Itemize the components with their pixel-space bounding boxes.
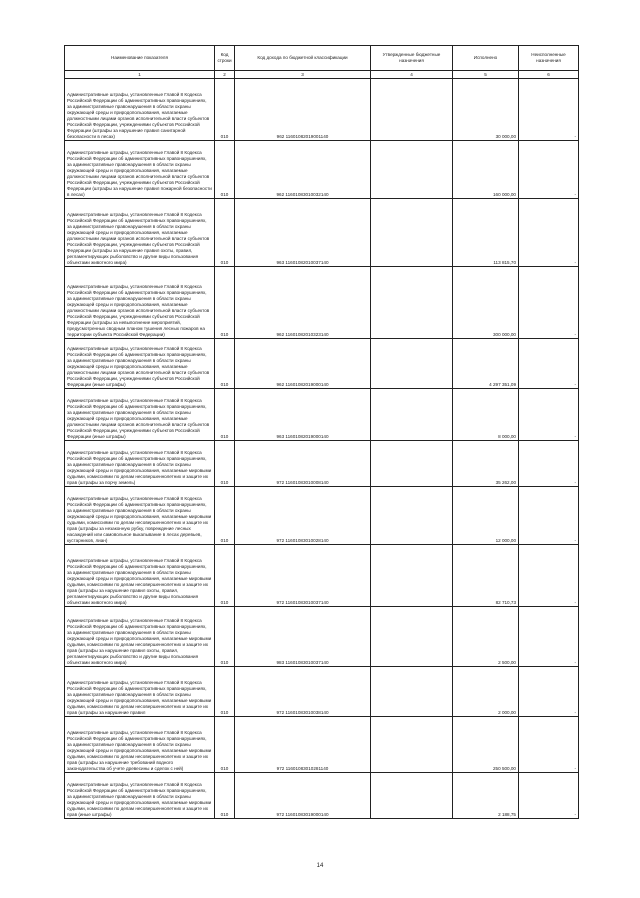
approved-amount xyxy=(371,773,453,819)
table-row xyxy=(65,441,579,487)
line-code: 010 xyxy=(215,339,235,389)
column-number: 2 xyxy=(215,71,235,79)
table-body xyxy=(65,79,579,819)
executed-amount: 300 000,00 xyxy=(453,267,519,339)
income-code: 972 11601083010028140 xyxy=(235,487,371,545)
income-code: 962 11601083010032140 xyxy=(235,141,371,199)
income-code: 972 11601083010038140 xyxy=(235,667,371,717)
approved-amount xyxy=(371,441,453,487)
executed-amount: 35 262,00 xyxy=(453,441,519,487)
income-code: 962 11601082019001140 xyxy=(235,79,371,141)
executed-amount: 160 000,00 xyxy=(453,141,519,199)
line-code: 010 xyxy=(215,773,235,819)
table-row xyxy=(65,545,579,607)
unexecuted-amount: - xyxy=(519,667,579,717)
income-code: 962 11601082019000140 xyxy=(235,339,371,389)
table-row xyxy=(65,389,579,441)
unexecuted-amount: - xyxy=(519,717,579,773)
income-code: 983 11601083010037140 xyxy=(235,607,371,667)
unexecuted-amount: - xyxy=(519,773,579,819)
header-approved: Утвержденные бюджетные назначения xyxy=(371,46,453,71)
table-row xyxy=(65,773,579,819)
approved-amount xyxy=(371,141,453,199)
header-line-code: Код строки xyxy=(215,46,235,71)
executed-amount: 12 000,00 xyxy=(453,487,519,545)
column-number-row xyxy=(65,71,579,79)
indicator-name: Административные штрафы, установленные Главой 8 Кодекса Российской Федерации об административных правонарушениях, за административные правонарушения в области охраны окружающей среды и природопользования, налагаемые должностными лицами органов исполнительной власти субъектов Российской Федерации, учреждениями субъектов Российской Федерации (штрафы за нарушение правил пожарной безопасности в лесах) xyxy=(65,141,215,199)
executed-amount: 250 500,00 xyxy=(453,717,519,773)
line-code: 010 xyxy=(215,667,235,717)
income-code: 963 11601082019000140 xyxy=(235,389,371,441)
approved-amount xyxy=(371,339,453,389)
line-code: 010 xyxy=(215,79,235,141)
page-number: 14 xyxy=(316,863,324,869)
table-row xyxy=(65,141,579,199)
executed-amount: 8 000,00 xyxy=(453,389,519,441)
indicator-name: Административные штрафы, установленные Главой 8 Кодекса Российской Федерации об административных правонарушениях, за административные правонарушения в области охраны окружающей среды и природопользования, налагаемые мировыми судьями, комиссиями по делам несовершеннолетних и защите их прав (штрафы за нарушение правил охоты, правил, регламентирующих рыболовство и другие виды пользования объектами животного мира) xyxy=(65,607,215,667)
header-indicator-name: Наименование показателя xyxy=(65,46,215,71)
line-code: 010 xyxy=(215,545,235,607)
indicator-name: Административные штрафы, установленные Главой 8 Кодекса Российской Федерации об административных правонарушениях, за административные правонарушения в области охраны окружающей среды и природопользования, налагаемые мировыми судьями, комиссиями по делам несовершеннолетних и защите их прав (штрафы за нарушение правил xyxy=(65,667,215,717)
executed-amount: 2 000,00 xyxy=(453,667,519,717)
indicator-name: Административные штрафы, установленные Главой 8 Кодекса Российской Федерации об административных правонарушениях, за административные правонарушения в области охраны окружающей среды и природопользования, налагаемые должностными лицами органов исполнительной власти субъектов Российской Федерации, учреждениями субъектов Российской Федерации (иные штрафы) xyxy=(65,339,215,389)
budget-execution-table xyxy=(64,45,579,819)
unexecuted-amount: - xyxy=(519,141,579,199)
unexecuted-amount: - xyxy=(519,607,579,667)
approved-amount xyxy=(371,487,453,545)
income-code: 962 11601082010323140 xyxy=(235,267,371,339)
income-code: 972 11601083010037140 xyxy=(235,545,371,607)
unexecuted-amount: - xyxy=(519,389,579,441)
unexecuted-amount: - xyxy=(519,339,579,389)
executed-amount: 2 188,75 xyxy=(453,773,519,819)
column-number: 1 xyxy=(65,71,215,79)
executed-amount: 4 297 351,09 xyxy=(453,339,519,389)
executed-amount: 30 000,00 xyxy=(453,79,519,141)
approved-amount xyxy=(371,267,453,339)
table-row xyxy=(65,717,579,773)
indicator-name: Административные штрафы, установленные Главой 8 Кодекса Российской Федерации об административных правонарушениях, за административные правонарушения в области охраны окружающей среды и природопользования, налагаемые мировыми судьями, комиссиями по делам несовершеннолетних и защите их прав (иные штрафы) xyxy=(65,773,215,819)
line-code: 010 xyxy=(215,717,235,773)
line-code: 010 xyxy=(215,487,235,545)
line-code: 010 xyxy=(215,389,235,441)
table-header-row xyxy=(65,46,579,71)
column-number: 5 xyxy=(453,71,519,79)
income-code: 972 11601083019000140 xyxy=(235,773,371,819)
column-number: 4 xyxy=(371,71,453,79)
table-row xyxy=(65,607,579,667)
table-row xyxy=(65,667,579,717)
executed-amount: 113 815,70 xyxy=(453,199,519,267)
unexecuted-amount: - xyxy=(519,487,579,545)
table-row xyxy=(65,487,579,545)
unexecuted-amount: - xyxy=(519,79,579,141)
table-row xyxy=(65,267,579,339)
unexecuted-amount: - xyxy=(519,545,579,607)
table-row xyxy=(65,339,579,389)
line-code: 010 xyxy=(215,199,235,267)
indicator-name: Административные штрафы, установленные Главой 8 Кодекса Российской Федерации об административных правонарушениях, за административные правонарушения в области охраны окружающей среды и природопользования, налагаемые мировыми судьями, комиссиями по делам несовершеннолетних и защите их прав (штрафы за нарушение требований водного законодательства об учете древесины и сделок с ней) xyxy=(65,717,215,773)
column-number: 3 xyxy=(235,71,371,79)
line-code: 010 xyxy=(215,267,235,339)
indicator-name: Административные штрафы, установленные Главой 8 Кодекса Российской Федерации об административных правонарушениях, за административные правонарушения в области охраны окружающей среды и природопользования, налагаемые должностными лицами органов исполнительной власти субъектов Российской Федерации, учреждениями субъектов Российской Федерации (иные штрафы) xyxy=(65,389,215,441)
indicator-name: Административные штрафы, установленные Главой 8 Кодекса Российской Федерации об административных правонарушениях, за административные правонарушения в области охраны окружающей среды и природопользования, налагаемые мировыми судьями, комиссиями по делам несовершеннолетних и защите их прав (штрафы за нарушение правил охоты, правил, регламентирующих рыболовство и другие виды пользования объектами животного мира) xyxy=(65,545,215,607)
unexecuted-amount: - xyxy=(519,441,579,487)
header-unexecuted: Неисполненные назначения xyxy=(519,46,579,71)
approved-amount xyxy=(371,607,453,667)
approved-amount xyxy=(371,717,453,773)
income-code: 972 11601083010008140 xyxy=(235,441,371,487)
indicator-name: Административные штрафы, установленные Главой 8 Кодекса Российской Федерации об административных правонарушениях, за административные правонарушения в области охраны окружающей среды и природопользования, налагаемые должностными лицами органов исполнительной власти субъектов Российской Федерации, учреждениями субъектов Российской Федерации (штрафы за нарушение правил охоты, правил, регламентирующих рыболовство и другие виды пользования объектами животного мира) xyxy=(65,199,215,267)
table-row xyxy=(65,79,579,141)
approved-amount xyxy=(371,79,453,141)
header-executed: Исполнено xyxy=(453,46,519,71)
indicator-name: Административные штрафы, установленные Главой 8 Кодекса Российской Федерации об административных правонарушениях, за административные правонарушения в области охраны окружающей среды и природопользования, налагаемые мировыми судьями, комиссиями по делам несовершеннолетних и защите их прав (штрафы за незаконную рубку, повреждение лесных насаждений или самовольное выкапывание в лесах деревьев, кустарников, лиан) xyxy=(65,487,215,545)
line-code: 010 xyxy=(215,441,235,487)
indicator-name: Административные штрафы, установленные Главой 8 Кодекса Российской Федерации об административных правонарушениях, за административные правонарушения в области охраны окружающей среды и природопользования, налагаемые мировыми судьями, комиссиями по делам несовершеннолетних и защите их прав (штрафы за порчу земель) xyxy=(65,441,215,487)
line-code: 010 xyxy=(215,141,235,199)
table-row xyxy=(65,199,579,267)
income-code: 972 11601083010281140 xyxy=(235,717,371,773)
executed-amount: 82 710,73 xyxy=(453,545,519,607)
approved-amount xyxy=(371,389,453,441)
indicator-name: Административные штрафы, установленные Главой 8 Кодекса Российской Федерации об административных правонарушениях, за административные правонарушения в области охраны окружающей среды и природопользования, налагаемые должностными лицами органов исполнительной власти субъектов Российской Федерации, учреждениями субъектов Российской Федерации (штрафы за невыполнение мероприятий, предусмотренных сводным планом тушения лесных пожаров на территории субъекта Российской Федерации) xyxy=(65,267,215,339)
approved-amount xyxy=(371,545,453,607)
executed-amount: 2 500,00 xyxy=(453,607,519,667)
income-code: 963 11601082010037140 xyxy=(235,199,371,267)
unexecuted-amount: - xyxy=(519,199,579,267)
approved-amount xyxy=(371,667,453,717)
column-number: 6 xyxy=(519,71,579,79)
indicator-name: Административные штрафы, установленные Главой 8 Кодекса Российской Федерации об административных правонарушениях, за административные правонарушения в области охраны окружающей среды и природопользования, налагаемые должностными лицами органов исполнительной власти субъектов Российской Федерации, учреждениями субъектов Российской Федерации (штрафы за нарушение правил санитарной безопасности в лесах) xyxy=(65,79,215,141)
approved-amount xyxy=(371,199,453,267)
line-code: 010 xyxy=(215,607,235,667)
unexecuted-amount: - xyxy=(519,267,579,339)
header-income-code: Код дохода по бюджетной классификации xyxy=(235,46,371,71)
